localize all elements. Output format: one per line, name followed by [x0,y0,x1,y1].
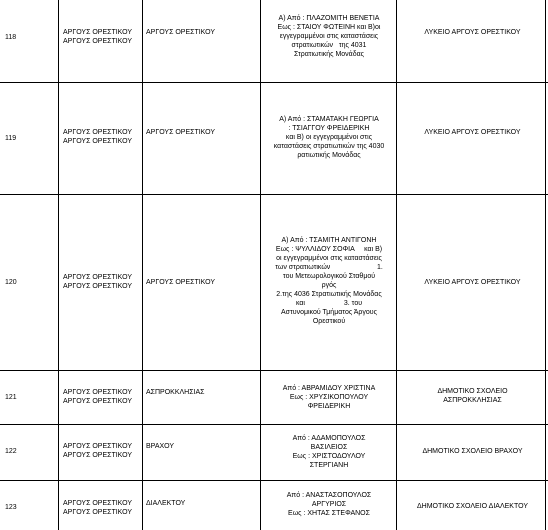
row-divider [0,424,548,425]
municipality-cell: ΑΡΓΟΥΣ ΟΡΕΣΤΙΚΟΥ ΑΡΓΟΥΣ ΟΡΕΣΤΙΚΟΥ [63,443,133,459]
voters-range-cell: Α) Από : ΤΣΑΜΙΤΗ ΑΝΤΙΓΟΝΗ Εως : ΨΥΛΛΙΔΟΥ ΣΟΦΙΑ και Β) οι εγγεγραμμένοι στις καταστάσεις των στρατιωτικών 1. του Μετεωρολογικού Σταθμού ργός 2.της 4036 Στρατιωτικής Μονάδας και 3. του Αστυνομικού Τμήματος Άργους Ορεστικού [275,237,383,325]
row-divider [0,194,548,195]
municipality-cell: ΑΡΓΟΥΣ ΟΡΕΣΤΙΚΟΥ ΑΡΓΟΥΣ ΟΡΕΣΤΙΚΟΥ [63,500,133,516]
row-number: 118 [5,34,17,41]
row-divider [0,82,548,83]
municipality-cell: ΑΡΓΟΥΣ ΟΡΕΣΤΙΚΟΥ ΑΡΓΟΥΣ ΟΡΕΣΤΙΚΟΥ [63,29,133,45]
polling-location-cell: ΔΗΜΟΤΙΚΟ ΣΧΟΛΕΙΟ ΔΙΑΛΕΚΤΟΥ [416,503,529,510]
voters-range-cell: Από : ΑΝΑΣΤΑΣΟΠΟΥΛΟΣ ΑΡΓΥΡΙΟΣ Εως : ΧΗΤΑΣ ΣΤΕΦΑΝΟΣ [286,492,372,517]
column-divider [260,0,261,530]
polling-location-cell: ΔΗΜΟΤΙΚΟ ΣΧΟΛΕΙΟ ΑΣΠΡΟΚΚΛΗΣΙΑΣ [437,388,508,404]
voters-range-cell: Από : ΑΒΡΑΜΙΔΟΥ ΧΡΙΣΤΙΝΑ Εως : ΧΡΥΣΙΚΟΠΟΥΛΟΥ ΦΡΕΙΔΕΡΙΚΗ [282,385,376,410]
voters-range-cell: Α) Από : ΣΤΑΜΑΤΑΚΗ ΓΕΩΡΓΙΑ : ΤΣΙΑΓΓΟΥ ΦΡΕΙΔΕΡΙΚΗ και Β) οι εγγεγραμμένοι στις καταστάσεις στρατιωτικών της 4030 ρατιωτικής Μονάδας [273,116,385,159]
column-divider [142,0,143,530]
area-cell: ΒΡΑΧΟΥ [146,443,175,450]
row-number: 122 [5,448,17,455]
area-cell: ΑΡΓΟΥΣ ΟΡΕΣΤΙΚΟΥ [146,29,216,36]
municipality-cell: ΑΡΓΟΥΣ ΟΡΕΣΤΙΚΟΥ ΑΡΓΟΥΣ ΟΡΕΣΤΙΚΟΥ [63,129,133,145]
row-number: 121 [5,394,17,401]
voters-range-cell: Από : ΑΔΑΜΟΠΟΥΛΟΣ ΒΑΣΙΛΕΙΟΣ Εως : ΧΡΙΣΤΟΔΟΥΛΟΥ ΣΤΕΡΓΙΑΝΗ [292,435,366,469]
area-cell: ΑΣΠΡΟΚΚΛΗΣΙΑΣ [146,389,205,396]
row-divider [0,370,548,371]
polling-location-cell: ΛΥΚΕΙΟ ΑΡΓΟΥΣ ΟΡΕΣΤΙΚΟΥ [424,129,521,136]
row-number: 123 [5,504,17,511]
row-number: 120 [5,279,17,286]
area-cell: ΑΡΓΟΥΣ ΟΡΕΣΤΙΚΟΥ [146,279,216,286]
area-cell: ΔΙΑΛΕΚΤΟΥ [146,500,186,507]
municipality-cell: ΑΡΓΟΥΣ ΟΡΕΣΤΙΚΟΥ ΑΡΓΟΥΣ ΟΡΕΣΤΙΚΟΥ [63,389,133,405]
row-number: 119 [5,135,17,142]
polling-location-cell: ΔΗΜΟΤΙΚΟ ΣΧΟΛΕΙΟ ΒΡΑΧΟΥ [422,448,523,455]
municipality-cell: ΑΡΓΟΥΣ ΟΡΕΣΤΙΚΟΥ ΑΡΓΟΥΣ ΟΡΕΣΤΙΚΟΥ [63,274,133,290]
column-divider [58,0,59,530]
polling-location-cell: ΛΥΚΕΙΟ ΑΡΓΟΥΣ ΟΡΕΣΤΙΚΟΥ [424,279,521,286]
voters-range-cell: Α) Από : ΠΛΑΖΟΜΙΤΗ ΒΕΝΕΤΙΑ Εως : ΣΤΑΙΟΥ ΦΩΤΕΙΝΗ και Β)οι εγγεγραμμένοι στις καταστάσεις στρατιωτικών της 4031 Στρατιωτικής Μονάδας [277,15,381,58]
row-divider [0,480,548,481]
area-cell: ΑΡΓΟΥΣ ΟΡΕΣΤΙΚΟΥ [146,129,216,136]
polling-location-cell: ΛΥΚΕΙΟ ΑΡΓΟΥΣ ΟΡΕΣΤΙΚΟΥ [424,29,521,36]
